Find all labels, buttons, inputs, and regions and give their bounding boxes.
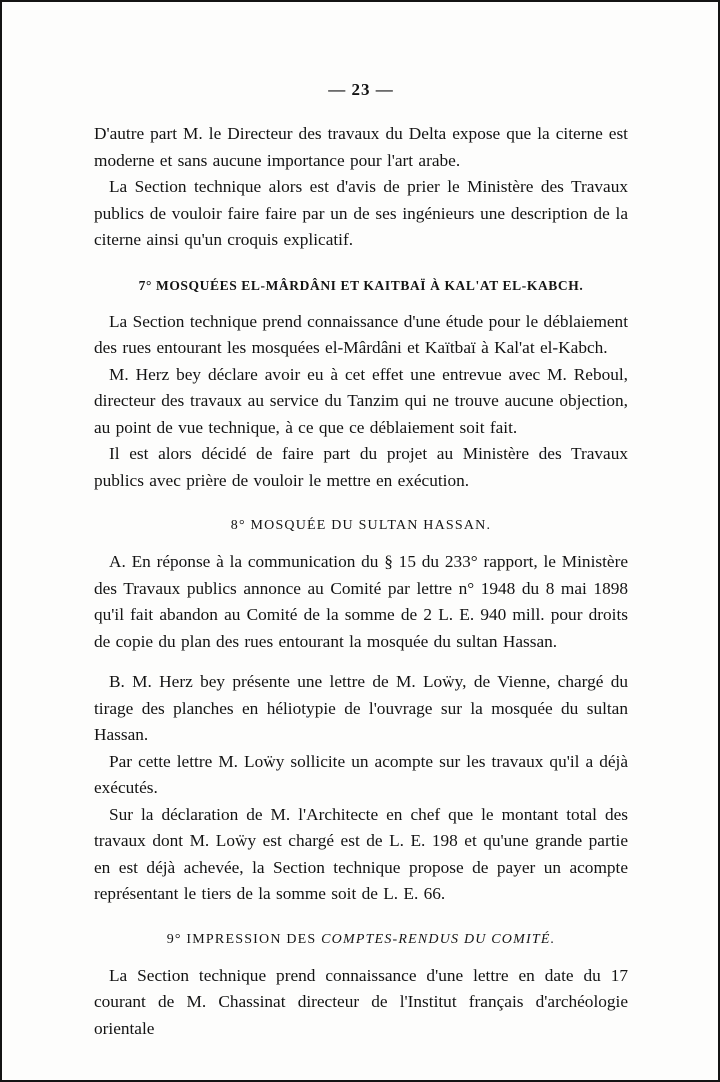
paragraph: D'autre part M. le Directeur des travaux du Delta expose que la citerne est moderne et sans aucune importance pour l'art arabe. [94,124,628,170]
paragraph: La Section technique prend connaissance d'une étude pour le déblaiement des rues entourant les mosquées el-Mârdâni et Kaïtbaï à Kal'at el-Kabch. [94,311,628,357]
paragraph: M. Herz bey déclare avoir eu à cet effet une entrevue avec M. Reboul, directeur des travaux au service du Tanzim qui ne trouve aucune objection, au point de vue technique, à ce que ce déblaiement soit fait. [94,364,628,437]
heading-italic-text: COMPTES-RENDUS DU COMITÉ. [321,931,556,947]
paragraph: Il est alors décidé de faire part du projet au Ministère des Travaux publics avec prière de vouloir le mettre en exécution. [94,444,628,490]
section-heading-9 [94,931,628,948]
section-heading-8: 8° MOSQUÉE DU SULTAN HASSAN. [230,518,492,533]
paragraph: La Section technique prend connaissance d'une lettre en date du 17 courant de M. Chassinat directeur de l'Institut français d'archéologie orientale [94,965,628,1038]
section-heading-7: 7° MOSQUÉES EL-MÂRDÂNI ET KAITBAÏ À KAL'AT EL-KABCH. [138,277,584,293]
page-number: — 23 — [328,80,394,99]
paragraph: A. En réponse à la communication du § 15 du 233° rapport, le Ministère des Travaux publics annonce au Comité par lettre n° 1948 du 8 mai 1898 qu'il fait abandon au Comité de la somme de 2 L. E. 940 mill. pour droits de copie du plan des rues entourant la mosquée du sultan Hassan. [94,552,628,651]
paragraph: Sur la déclaration de M. l'Architecte en chef que le montant total des travaux dont M. Loẅy est chargé est de L. E. 198 et qu'une grande partie en est déjà achevée, la Section technique propose de payer un acompte représentant le tiers de la somme soit de L. E. 66. [94,804,628,903]
heading-text: 9° IMPRESSION DES [166,931,317,947]
paragraph: La Section technique alors est d'avis de prier le Ministère des Travaux publics de vouloir faire faire par un de ses ingénieurs une description de la citerne ainsi qu'un croquis explicatif. [94,177,628,249]
paragraph: Par cette lettre M. Loẅy sollicite un acompte sur les travaux qu'il a déjà exécutés. [94,751,628,797]
paragraph: B. M. Herz bey présente une lettre de M. Loẅy, de Vienne, chargé du tirage des planches en héliotypie de l'ouvrage sur la mosquée du sultan Hassan. [94,672,628,744]
